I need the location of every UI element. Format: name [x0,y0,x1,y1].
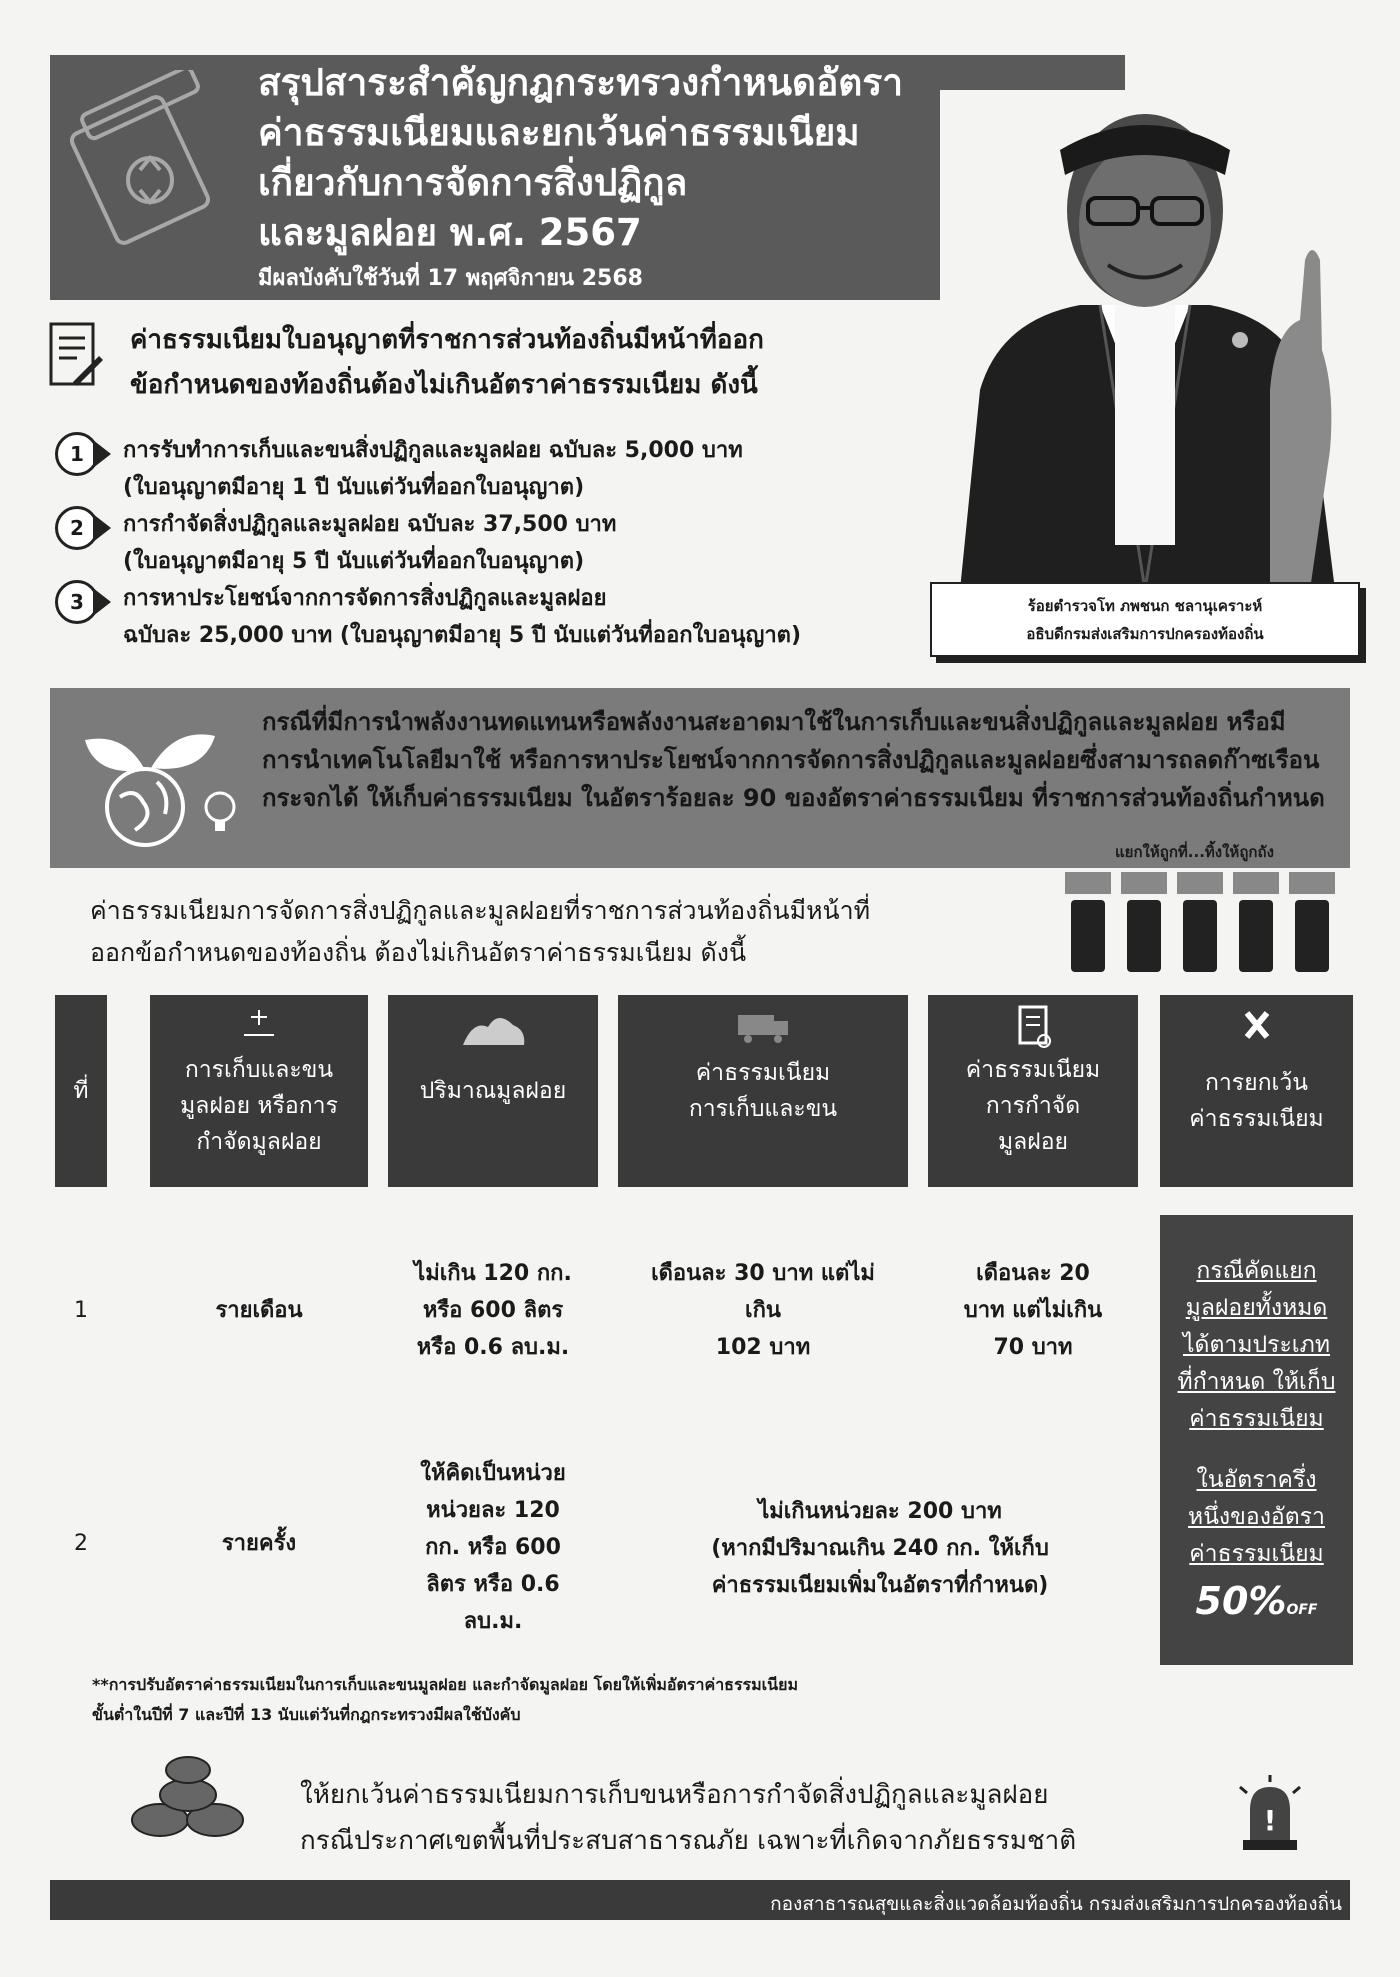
garbage-pile-icon [458,1005,528,1050]
footer-text: กองสาธารณสุขและสิ่งแวดล้อมท้องถิ่น กรมส่งเสริมการปกครองท้องถิ่น [770,1893,1342,1915]
row-type: รายครั้ง [221,1531,297,1556]
official-position: อธิบดีกรมส่งเสริมการปกครองท้องถิ่น [1026,625,1264,643]
official-portrait [940,90,1350,590]
header-label: ค่าธรรมเนียม การเก็บและขน [688,1060,838,1122]
truck-icon [728,1005,798,1050]
clean-energy-text: กรณีที่มีการนำพลังงานทดแทนหรือพลังงานสะอาดมาใช้ในการเก็บและขนสิ่งปฏิกูลและมูลฝอย หรือมีการนำเทคโนโลยีมาใช้ หรือการหาประโยชน์จากการจัดการสิ่งปฏิกูลและมูลฝอยซึ่งสามารถลดก๊าซเรือนกระจกได้ ให้เก็บค่าธรรมเนียม ในอัตราร้อยละ 90 ของอัตราค่าธรรมเนียม ที่ราชการส่วนท้องถิ่นกำหนด [262,708,1325,812]
exemption-rate-text: ในอัตราครึ่ง หนึ่งของอัตรา ค่าธรรมเนียม [1188,1467,1325,1567]
sandbags-icon [130,1745,260,1840]
sparkle-icon [224,1005,294,1050]
bins-label: แยกให้ถูกที่...ทิ้งให้ถูกถัง [1115,843,1274,861]
number-badge: 2 [55,506,99,550]
effective-date: มีผลบังคับใช้วันที่ 17 พฤศจิกายน 2568 [258,266,643,291]
table-header-no [55,995,107,1187]
svg-text:!: ! [1263,1804,1277,1837]
discount-suffix: OFF [1286,1602,1318,1618]
exemption-box [1160,1215,1353,1665]
number-badge: 1 [55,432,99,476]
official-name: ร้อยตำรวจโท ภพชนก ชลานุเคราะห์ [1027,597,1263,615]
discount-percent: 50% [1195,1579,1287,1623]
header-label: การเก็บและขน มูลฝอย หรือการ กำจัดมูลฝอย [180,1057,338,1155]
portrait-caption [930,582,1360,657]
license-item-text: การหาประโยชน์จากการจัดการสิ่งปฏิกูลและมูลฝอย ฉบับละ 25,000 บาท (ใบอนุญาตมีอายุ 5 ปี นับแต่วันที่ออกใบอนุญาต) [123,586,802,648]
footnote: **การปรับอัตราค่าธรรมเนียมในการเก็บและขนมูลฝอย และกำจัดมูลฝอย โดยให้เพิ่มอัตราค่าธรรมเนียม ขั้นต่ำในปีที่ 7 และปีที่ 13 นับแต่วันที่กฎกระทรวงมีผลใช้บังคับ [92,1675,798,1724]
row-amount: ให้คิดเป็นหน่วย หน่วยละ 120 กก. หรือ 600 ลิตร หรือ 0.6 ลบ.ม. [420,1461,566,1634]
row-combined-fee: ไม่เกินหน่วยละ 200 บาท (หากมีปริมาณเกิน 240 กก. ให้เก็บ ค่าธรรมเนียมเพิ่มในอัตราที่กำหนด) [711,1499,1049,1598]
close-icon [1222,1005,1292,1050]
document-icon [45,320,105,395]
table-header-type [150,995,368,1187]
license-item-text: การรับทำการเก็บและขนสิ่งปฏิกูลและมูลฝอย ฉบับละ 5,000 บาท (ใบอนุญาตมีอายุ 1 ปี นับแต่วันที่ออกใบอนุญาต) [123,438,743,500]
table-header-amount [388,995,598,1187]
table-header-dispose-fee [928,995,1138,1187]
header-label: การยกเว้น ค่าธรรมเนียม [1189,1070,1324,1132]
recycle-bin-icon [70,70,230,270]
discount-badge [1160,1579,1353,1629]
table-header-exemption [1160,995,1353,1187]
row-number: 1 [74,1298,88,1323]
waste-bin-icon [1055,862,1355,980]
warning-siren-icon [1235,1775,1305,1855]
arrow-icon [93,440,111,468]
header-label: ค่าธรรมเนียม การกำจัด มูลฝอย [965,1057,1101,1155]
exemption-text: กรณีคัดแยก มูลฝอยทั้งหมด ได้ตามประเภท ที่กำหนด ให้เก็บ ค่าธรรมเนียม [1177,1258,1336,1432]
row-type: รายเดือน [215,1298,303,1323]
waste-bins-graphic [1055,840,1355,980]
header-label: ปริมาณมูลฝอย [419,1078,567,1104]
invoice-icon [998,1005,1068,1050]
license-heading: ค่าธรรมเนียมใบอนุญาตที่ราชการส่วนท้องถิ่นมีหน้าที่ออก ข้อกำหนดของท้องถิ่นต้องไม่เกินอัตราค่าธรรมเนียม ดังนี้ [130,325,764,400]
table-header-collect-fee [618,995,908,1187]
number-badge: 3 [55,580,99,624]
row-amount: ไม่เกิน 120 กก. หรือ 600 ลิตร หรือ 0.6 ลบ.ม. [414,1261,572,1360]
row-collect-fee: เดือนละ 30 บาท แต่ไม่ เกิน 102 บาท [651,1261,875,1360]
fee-intro: ค่าธรรมเนียมการจัดการสิ่งปฏิกูลและมูลฝอยที่ราชการส่วนท้องถิ่นมีหน้าที่ ออกข้อกำหนดของท้องถิ่น ต้องไม่เกินอัตราค่าธรรมเนียม ดังนี้ [90,896,871,967]
arrow-icon [93,588,111,616]
page-title: สรุปสาระสำคัญกฎกระทรวงกำหนดอัตรา ค่าธรรมเนียมและยกเว้นค่าธรรมเนียม เกี่ยวกับการจัดการสิ่งปฏิกูล และมูลฝอย พ.ศ. 2567 [258,61,903,254]
arrow-icon [93,514,111,542]
header-label: ที่ [73,1078,89,1104]
row-number: 2 [74,1531,88,1556]
row-dispose-fee: เดือนละ 20 บาท แต่ไม่เกิน 70 บาท [963,1261,1103,1360]
disaster-exemption-text: ให้ยกเว้นค่าธรรมเนียมการเก็บขนหรือการกำจัดสิ่งปฏิกูลและมูลฝอย กรณีประกาศเขตพื้นที่ประสบสาธารณภัย เฉพาะที่เกิดจากภัยธรรมชาติ [300,1780,1077,1856]
license-item-text: การกำจัดสิ่งปฏิกูลและมูลฝอย ฉบับละ 37,500 บาท (ใบอนุญาตมีอายุ 5 ปี นับแต่วันที่ออกใบอนุญาต) [123,512,617,574]
green-earth-icon [65,722,245,852]
